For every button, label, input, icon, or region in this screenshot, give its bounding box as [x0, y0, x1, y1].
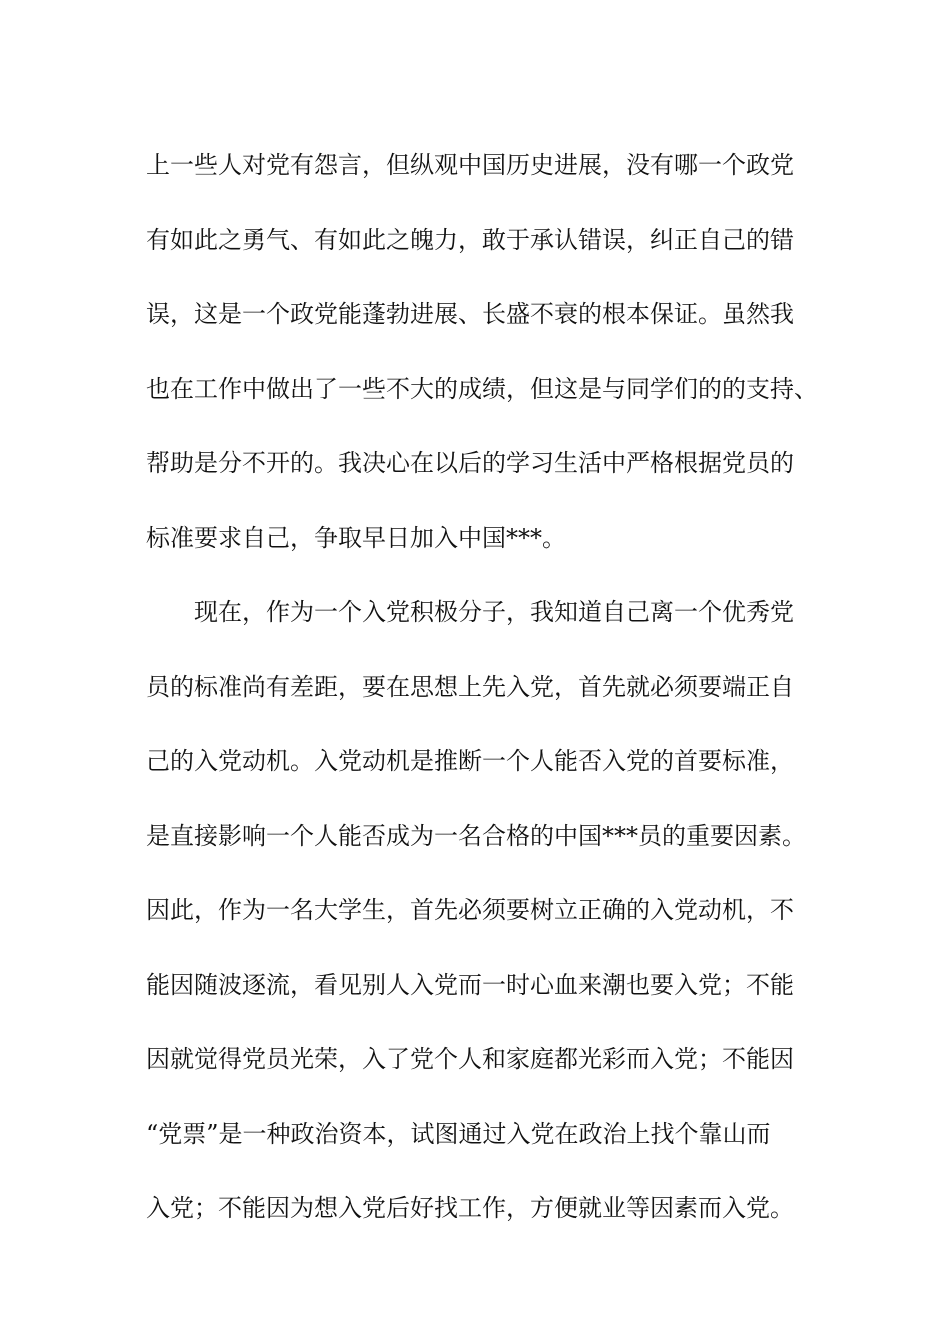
- text-line: 因此，作为一名大学生，首先必须要树立正确的入党动机，不: [146, 896, 794, 924]
- text-line: 也在工作中做出了一些不大的成绩，但这是与同学们的的支持、: [146, 374, 818, 403]
- text-line: 上一些人对党有怨言，但纵观中国历史进展，没有哪一个政党: [146, 151, 794, 179]
- text-line: 能因随波逐流，看见别人入党而一时心血来潮也要入党；不能: [146, 970, 794, 999]
- body-text: [146, 128, 846, 1246]
- text-line: 帮助是分不开的。我决心在以后的学习生活中严格根据党员的: [146, 449, 794, 477]
- text-line: 有如此之勇气、有如此之魄力，敢于承认错误，纠正自己的错: [146, 225, 794, 254]
- text-line: 标准要求自己，争取早日加入中国***。: [146, 523, 566, 552]
- text-line: 己的入党动机。入党动机是推断一个人能否入党的首要标准，: [146, 747, 794, 775]
- text-line: “党票”是一种政治资本，试图通过入党在政治上找个靠山而: [146, 1119, 771, 1148]
- text-line: 员的标准尚有差距，要在思想上先入党，首先就必须要端正自: [146, 672, 794, 701]
- text-line: 入党；不能因为想入党后好找工作，方便就业等因素而入党。: [146, 1194, 794, 1222]
- text-line: 因就觉得党员光荣，入了党个人和家庭都光彩而入党；不能因: [146, 1045, 794, 1073]
- paragraph-start-line: 现在，作为一个入党积极分子，我知道自己离一个优秀党: [194, 598, 794, 626]
- text-line: 误，这是一个政党能蓬勃进展、长盛不衰的根本保证。虽然我: [146, 300, 794, 328]
- text-line: 是直接影响一个人能否成为一名合格的中国***员的重要因素。: [146, 821, 806, 850]
